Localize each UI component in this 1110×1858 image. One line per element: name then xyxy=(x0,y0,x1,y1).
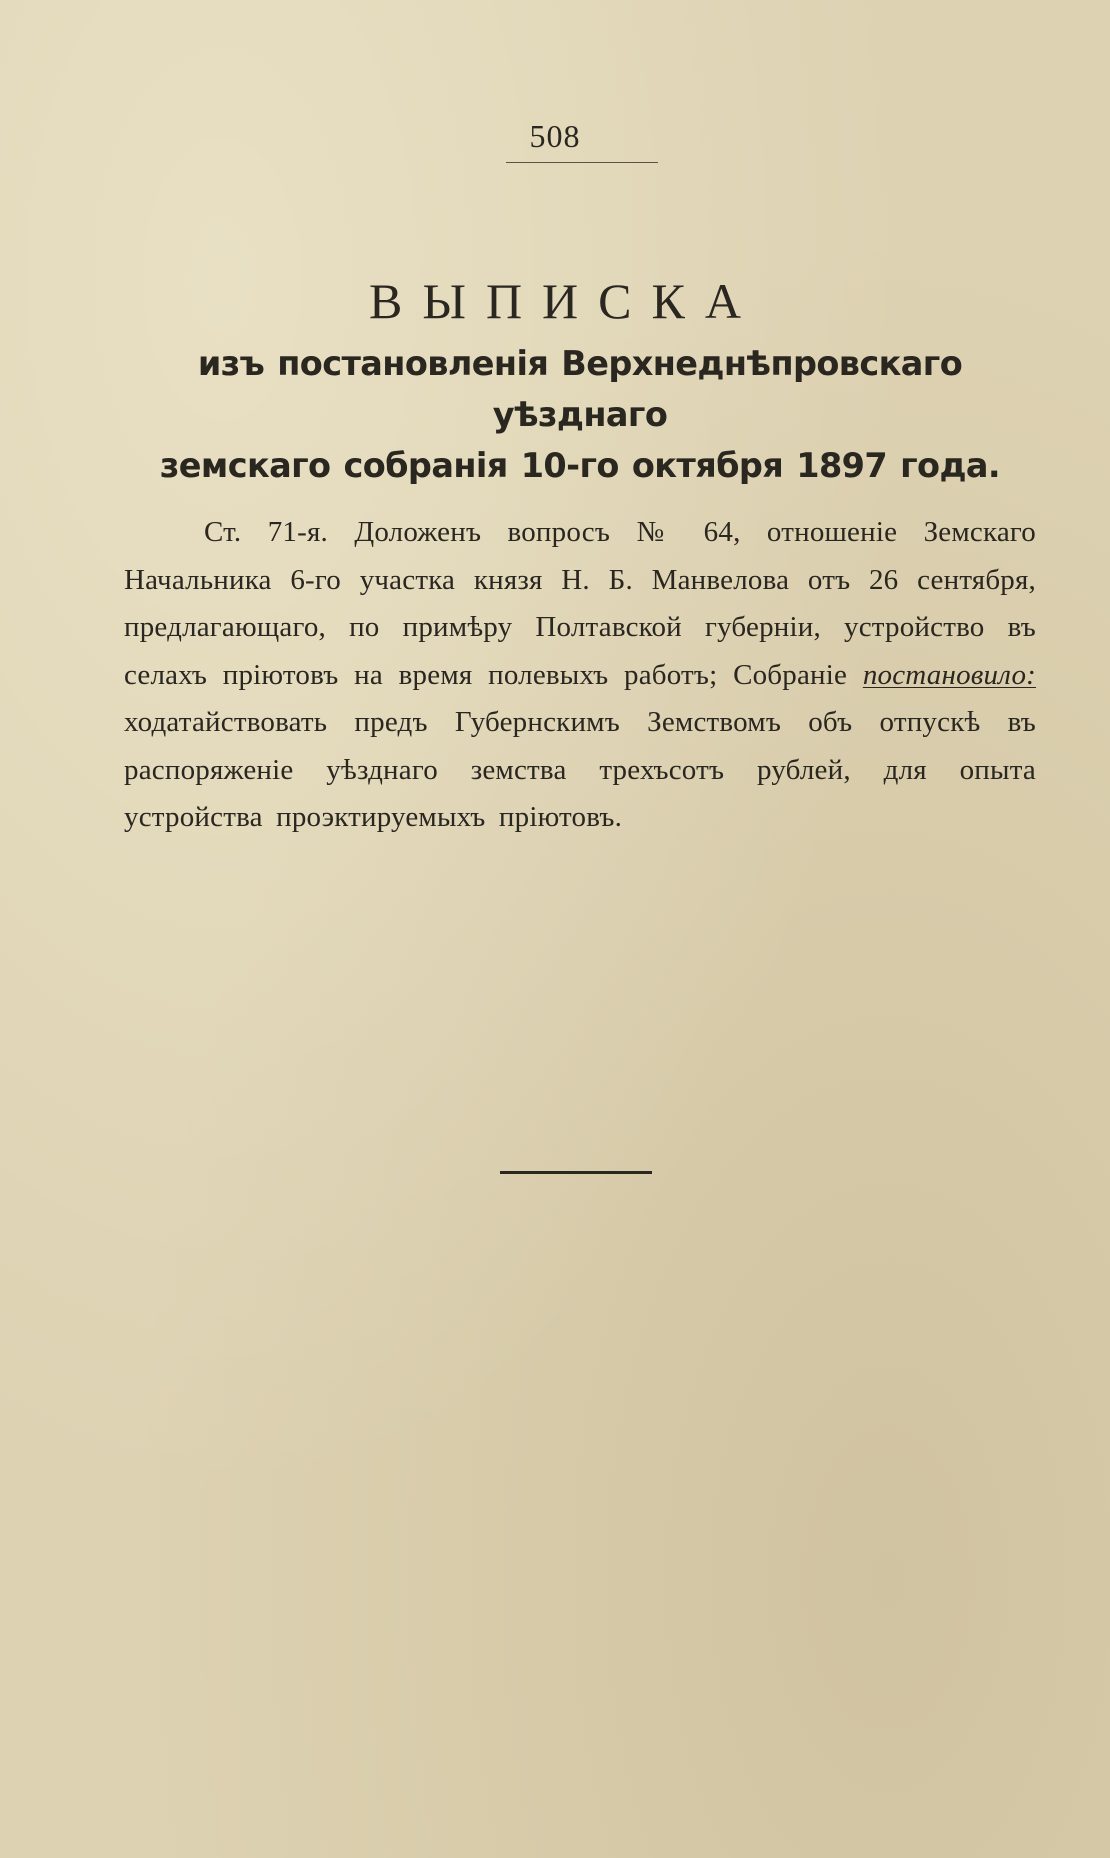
body-text-after-emphasis: ходатайствовать предъ Губернскимъ Земствомъ объ отпускѣ въ распоряженіе уѣзднаго земства трехъсотъ рублей, для опыта устройства проэктируемыхъ пріютовъ. xyxy=(124,706,1036,833)
subtitle-line-2: земскаго собранія 10-го октября 1897 года. xyxy=(159,446,1001,485)
body-paragraph xyxy=(124,509,1036,842)
page-number-rule xyxy=(506,162,658,163)
body-emphasis: постановило: xyxy=(862,658,1037,691)
document-subtitle xyxy=(120,338,1040,491)
page-number: 508 xyxy=(529,118,581,154)
subtitle-line-1: изъ постановленія Верхнеднѣпровскаго уѣзднаго xyxy=(197,344,963,434)
document-title: ВЫПИСКА xyxy=(369,272,761,329)
body-text-before-emphasis: Ст. 71-я. Доложенъ вопросъ № 64, отношеніе Земскаго Начальника 6-го участка князя Н. Б. Манвелова отъ 26 сентября, предлагающаго, по примѣру Полтавской губерніи, устройство въ селахъ пріютовъ на время полевыхъ работъ; Собраніе xyxy=(124,516,1036,691)
end-rule xyxy=(500,1171,652,1174)
